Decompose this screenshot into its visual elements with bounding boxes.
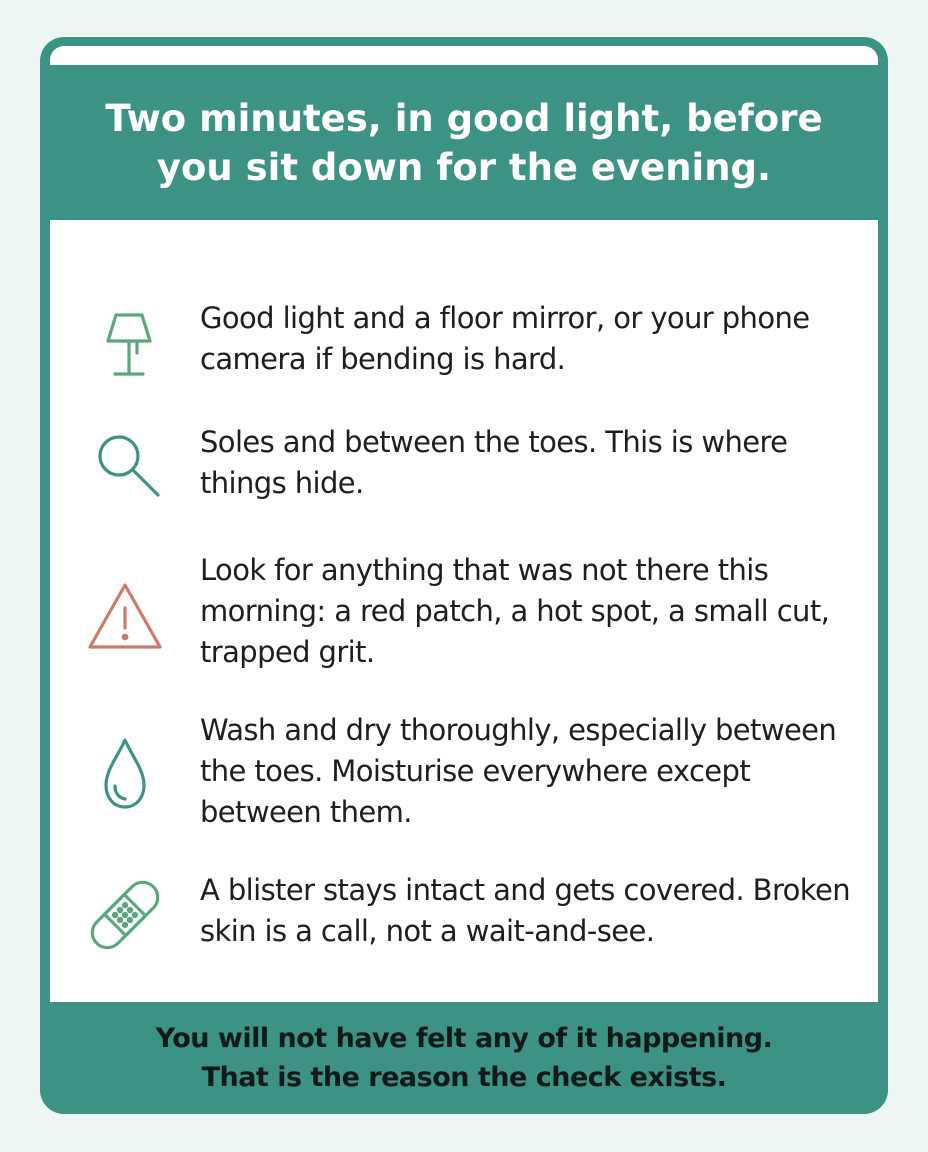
page-title: Two minutes, in good light, before you sit down for the evening. — [105, 96, 823, 189]
item-text: Good light and a floor mirror, or your phone camera if bending is hard. — [200, 301, 810, 376]
warning-icon — [80, 570, 170, 660]
footer-band — [40, 1002, 888, 1114]
footer-line-2: That is the reason the check exists. — [201, 1062, 727, 1093]
footer-line-1: You will not have felt any of it happening. — [155, 1023, 773, 1054]
item-text: Look for anything that was not there this morning: a red patch, a hot spot, a small cut, trapped grit. — [200, 553, 830, 669]
item-text: A blister stays intact and gets covered. Broken skin is a call, not a wait-and-see. — [200, 873, 850, 948]
item-text: Wash and dry thoroughly, especially between the toes. Moisturise everywhere except between them. — [200, 713, 837, 829]
checklist — [50, 220, 878, 1002]
magnifier-icon — [80, 420, 170, 510]
checklist-card — [40, 37, 888, 1114]
header-band — [40, 65, 888, 220]
item-text: Soles and between the toes. This is where things hide. — [200, 425, 788, 500]
footer-note — [156, 1019, 773, 1097]
lamp-icon — [80, 290, 170, 380]
bandage-icon — [80, 870, 170, 960]
water-drop-icon — [80, 728, 170, 818]
card-top-strip — [50, 46, 878, 65]
